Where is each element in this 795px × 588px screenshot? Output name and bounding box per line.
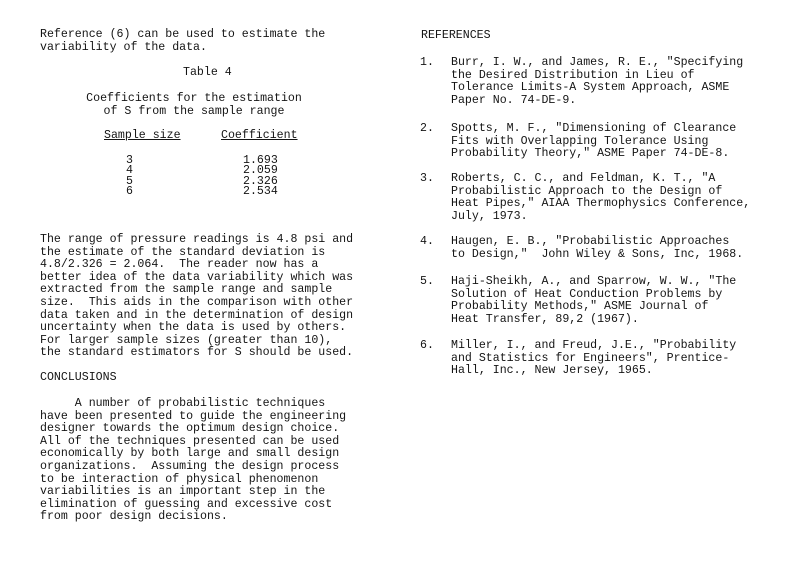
- column-header-sample-size: Sample size: [104, 129, 181, 142]
- coefficient-table: [104, 130, 298, 198]
- coefficient-cell: 1.693: [243, 153, 278, 167]
- sample-size-cell: 6: [126, 185, 133, 199]
- reference-item: [420, 123, 790, 163]
- reference-text: Miller, I., and Freud, J.E., "Probability and Statistics for Engineers", Prentice- Hall, Inc., New Jersey, 1965.: [451, 339, 737, 378]
- range-paragraph: The range of pressure readings is 4.8 psi and the estimate of the standard deviation is 4.8/2.326 = 2.064. The reader now has a better idea of the data variability which was extracted from the sample range and sample size. This aids in the comparison with other data taken and in the determination of design uncertainty when the data is used by others. For larger sample sizes (greater than 10), the standard estimators for S should be used.: [40, 233, 354, 360]
- sample-size-cell: 3: [126, 153, 133, 167]
- column-header-coefficient: Coefficient: [221, 129, 298, 142]
- coefficient-cell: 2.534: [243, 185, 278, 199]
- table-row: [104, 187, 298, 198]
- conclusions-paragraph: A number of probabilistic techniques have been presented to guide the engineering designer towards the optimum design choice. All of the techniques presented can be used economically by both large and small design organizations. Assuming the design process to be interaction of physical phenomenon variabilities is an important step in the elimination of guessing and excessive cost from poor design decisions.: [40, 397, 347, 524]
- coefficient-cell: 2.059: [243, 164, 278, 178]
- table-label: Table 4: [183, 66, 232, 79]
- table-caption: Coefficients for the estimation of S from the sample range: [86, 92, 302, 118]
- conclusions-heading: CONCLUSIONS: [40, 371, 117, 384]
- sample-size-cell: 5: [126, 174, 133, 188]
- reference-text: Roberts, C. C., and Feldman, K. T., "A Probabilistic Approach to the Design of Heat Pipes," AIAA Thermophysics Conference, July, 1973.: [451, 172, 751, 223]
- reference-number: 1.: [420, 56, 434, 69]
- reference-item: [420, 276, 790, 328]
- reference-item: [420, 236, 790, 264]
- reference-number: 4.: [420, 235, 434, 248]
- reference-number: 5.: [420, 275, 434, 288]
- reference-text: Burr, I. W., and James, R. E., "Specifying the Desired Distribution in Lieu of Tolerance Limits-A System Approach, ASME Paper No. 74-DE-9.: [451, 56, 744, 107]
- coefficient-cell: 2.326: [243, 174, 278, 188]
- reference-item: [420, 173, 790, 225]
- reference-text: Spotts, M. F., "Dimensioning of Clearance Fits with Overlapping Tolerance Using Probability Theory," ASME Paper 74-DE-8.: [451, 122, 737, 161]
- intro-paragraph: Reference (6) can be used to estimate the variability of the data.: [40, 28, 326, 54]
- reference-item: [420, 340, 790, 380]
- reference-text: Haji-Sheikh, A., and Sparrow, W. W., "The Solution of Heat Conduction Problems by Probability Methods," ASME Journal of Heat Transfer, 89,2 (1967).: [451, 275, 737, 326]
- reference-number: 2.: [420, 122, 434, 135]
- reference-number: 3.: [420, 172, 434, 185]
- references-heading: REFERENCES: [421, 29, 491, 42]
- reference-number: 6.: [420, 339, 434, 352]
- reference-text: Haugen, E. B., "Probabilistic Approaches to Design," John Wiley & Sons, Inc, 1968.: [451, 235, 744, 261]
- sample-size-cell: 4: [126, 164, 133, 178]
- reference-item: [420, 57, 790, 109]
- table-header-row: [104, 130, 298, 143]
